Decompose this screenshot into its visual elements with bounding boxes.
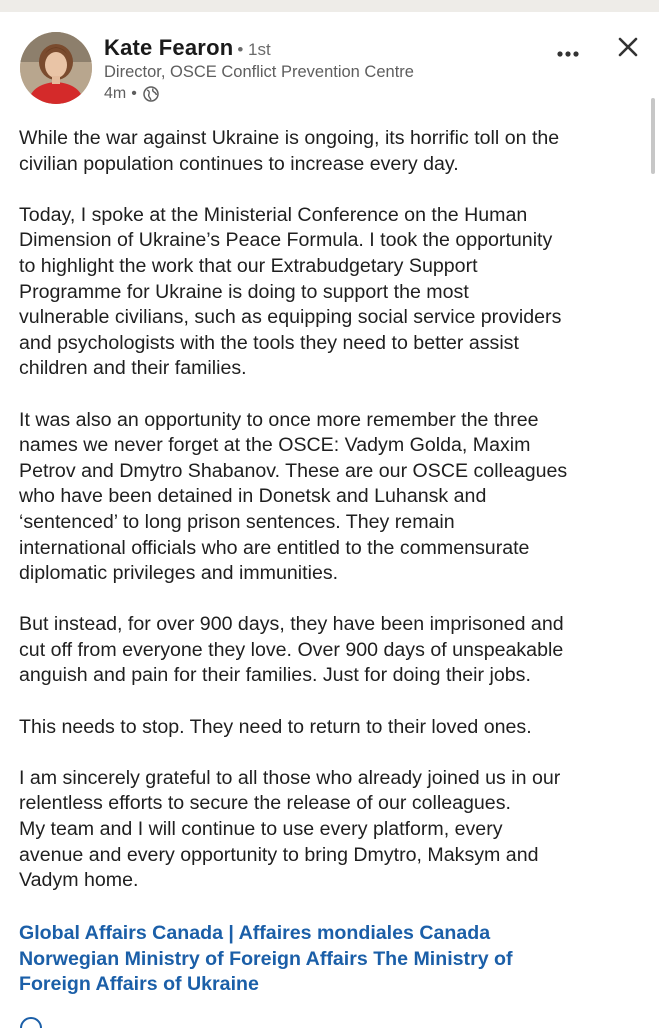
text-line: ‘sentenced’ to long prison sentences. They remain	[19, 510, 455, 533]
mention-ukraine-ministry-cont[interactable]: Foreign Affairs of Ukraine	[19, 973, 259, 996]
mentions-line	[19, 947, 649, 973]
author-name[interactable]: Kate Fearon	[104, 35, 234, 60]
paragraph-2	[19, 203, 649, 382]
globe-icon	[143, 86, 159, 102]
text-line: cut off from everyone they love. Over 900 days of unspeakable	[19, 638, 564, 661]
text-line: avenue and every opportunity to bring Dmytro, Maksym and	[19, 843, 539, 866]
mention-norwegian-ministry[interactable]: Norwegian Ministry of Foreign Affairs	[19, 947, 368, 970]
paragraph-6	[19, 766, 649, 894]
text-line: Dimension of Ukraine’s Peace Formula. I took the opportunity	[19, 229, 553, 252]
text-line: civilian population continues to increase every day.	[19, 152, 459, 175]
post-header	[0, 12, 659, 112]
author-headline: Director, OSCE Conflict Prevention Centre	[104, 63, 414, 81]
text-line: While the war against Ukraine is ongoing, its horrific toll on the	[19, 127, 560, 149]
text-line: international officials who are entitled to the commensurate	[19, 536, 530, 559]
post-meta	[104, 85, 159, 103]
text-line: It was also an opportunity to once more remember the three	[19, 408, 539, 431]
meta-separator: •	[131, 85, 137, 102]
top-strip	[0, 0, 659, 12]
post-text	[19, 126, 649, 919]
text-line: relentless efforts to secure the release of our colleagues.	[19, 792, 511, 815]
paragraph-4	[19, 612, 649, 689]
text-line: anguish and pain for their families. Just for doing their jobs.	[19, 664, 531, 687]
text-line: children and their families.	[19, 357, 247, 380]
text-line: Vadym home.	[19, 869, 139, 892]
author-name-row	[104, 34, 271, 64]
text-line: and psychologists with the tools they need to better assist	[19, 331, 519, 354]
paragraph-5	[19, 715, 649, 741]
text-line: Programme for Ukraine is doing to support the most	[19, 280, 469, 303]
mentions-line	[19, 921, 649, 947]
text-line: My team and I will continue to use every platform, every	[19, 818, 503, 841]
scrollbar[interactable]	[651, 98, 655, 174]
text-line: Today, I spoke at the Ministerial Conference on the Human	[19, 203, 528, 226]
author-avatar[interactable]	[20, 32, 92, 104]
mention-ukraine-ministry[interactable]: The Ministry of	[373, 947, 513, 970]
close-icon[interactable]	[618, 37, 638, 57]
text-line: vulnerable civilians, such as equipping social service providers	[19, 306, 562, 329]
text-line: who have been detained in Donetsk and Luhansk and	[19, 485, 487, 508]
text-line: to highlight the work that our Extrabudgetary Support	[19, 254, 478, 277]
mentions-line	[19, 972, 649, 998]
mentions	[19, 921, 649, 998]
connection-degree: • 1st	[237, 40, 271, 59]
paragraph-1	[19, 126, 649, 177]
text-line: names we never forget at the OSCE: Vadym Golda, Maxim	[19, 434, 531, 457]
text-line: I am sincerely grateful to all those who already joined us in our	[19, 766, 561, 789]
paragraph-3	[19, 408, 649, 587]
more-horizontal-icon[interactable]	[556, 46, 580, 56]
reaction-icon	[20, 1016, 42, 1028]
text-line: Petrov and Dmytro Shabanov. These are our OSCE colleagues	[19, 459, 568, 482]
mention-global-affairs-canada[interactable]: Global Affairs Canada | Affaires mondiales Canada	[19, 922, 491, 944]
avatar-photo	[20, 32, 92, 104]
text-line: This needs to stop. They need to return to their loved ones.	[19, 715, 532, 738]
post-time: 4m	[104, 85, 127, 102]
text-line: But instead, for over 900 days, they have been imprisoned and	[19, 613, 564, 636]
text-line: diplomatic privileges and immunities.	[19, 562, 339, 585]
